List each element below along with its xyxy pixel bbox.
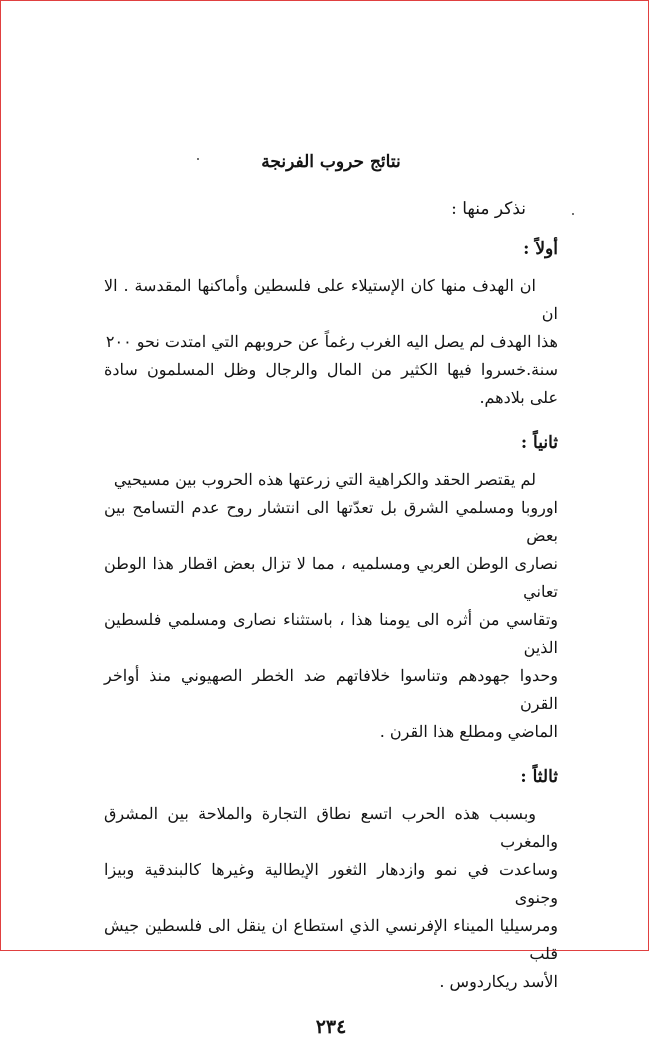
text-line: هذا الهدف لم يصل اليه الغرب رغماً عن حروبهم التي امتدت نحو ٢٠٠ xyxy=(105,332,558,351)
text-line: وتقاسي من أثره الى يومنا هذا ، باستثناء نصارى ومسلمي فلسطين الذين xyxy=(104,610,558,657)
text-line: وحدوا جهودهم وتناسوا خلافاتهم ضد الخطر الصهيوني منذ أواخر القرن xyxy=(104,666,558,713)
speck-mark xyxy=(572,213,574,215)
page-title: نتائج حروب الفرنجة xyxy=(261,152,401,172)
intro-line: نذكر منها : xyxy=(451,199,526,219)
text-line: نصارى الوطن العربي ومسلميه ، مما لا تزال بعض اقطار هذا الوطن تعاني xyxy=(104,554,558,601)
text-line: لم يقتصر الحقد والكراهية التي زرعتها هذه الحروب بين مسيحيي xyxy=(113,470,536,489)
section-paragraph xyxy=(104,272,558,412)
document-page xyxy=(104,150,558,1040)
section-heading: ثالثاً : xyxy=(520,767,558,787)
section-2 xyxy=(104,430,558,746)
text-line: اوروبا ومسلمي الشرق بل تعدّتها الى انتشار روح عدم التسامح بين بعض xyxy=(104,498,558,545)
text-line: الماضي ومطلع هذا القرن . xyxy=(379,722,558,741)
text-line: وساعدت في نمو وازدهار الثغور الإيطالية وغيرها كالبندقية وبيزا وجنوى xyxy=(104,860,558,907)
text-line: ان الهدف منها كان الإستيلاء على فلسطين وأماكنها المقدسة . الا ان xyxy=(104,276,558,323)
section-paragraph xyxy=(104,466,558,746)
section-3 xyxy=(104,764,558,996)
page-number: ٢٣٤ xyxy=(315,1016,347,1038)
section-heading: ثانياً : xyxy=(520,433,558,453)
text-line: الأسد ريكاردوس . xyxy=(439,972,558,991)
section-paragraph xyxy=(104,800,558,996)
text-line: سنة.خسروا فيها الكثير من المال والرجال وظل المسلمون سادة على بلادهم. xyxy=(104,360,558,407)
text-line: وبسبب هذه الحرب اتسع نطاق التجارة والملاحة بين المشرق والمغرب xyxy=(104,804,558,851)
text-line: ومرسيليا الميناء الإفرنسي الذي استطاع ان ينقل الى فلسطين جيش قلب xyxy=(104,916,558,963)
section-heading: أولاً : xyxy=(523,239,558,259)
section-1 xyxy=(104,236,558,412)
